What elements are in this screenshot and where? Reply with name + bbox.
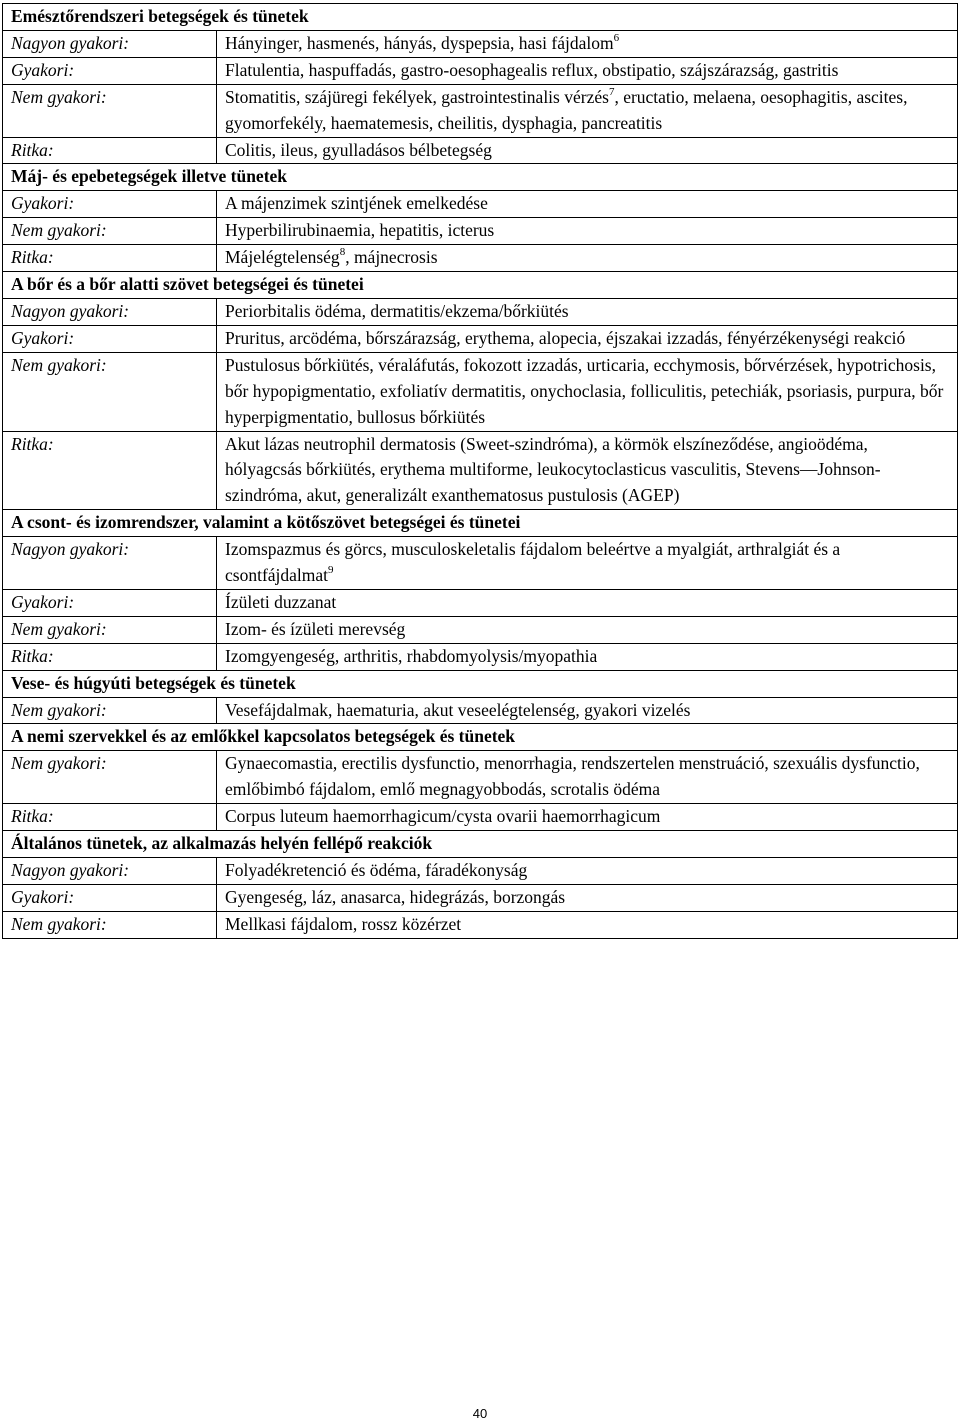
reaction-cell [217,589,958,616]
footnote-reference: 8 [339,246,346,259]
table-row [3,191,958,218]
section-header-row [3,831,958,858]
table-row [3,537,958,590]
frequency-label: Nagyon gyakori: [3,298,217,325]
frequency-label: Gyakori: [3,191,217,218]
footnote-reference: 7 [608,85,615,98]
reaction-text-continued: , májnecrosis [345,247,438,268]
frequency-label: Gyakori: [3,57,217,84]
reaction-text-continued: , eructatio, melaena, oesophagitis, ascites, gyomorfekély, haematemesis, cheilitis, dysphagia, pancreatitis [225,86,908,133]
table-row [3,751,958,804]
section-header-row [3,272,958,299]
section-title: Emésztőrendszeri betegségek és tünetek [3,4,958,31]
table-row [3,858,958,885]
frequency-label: Gyakori: [3,325,217,352]
reaction-text: Stomatitis, szájüregi fekélyek, gastrointestinalis vérzés [225,86,609,107]
frequency-label: Nem gyakori: [3,751,217,804]
section-title: Általános tünetek, az alkalmazás helyén fellépő reakciók [3,831,958,858]
reaction-cell [217,616,958,643]
table-row [3,352,958,431]
reaction-text: Gyengeség, láz, anasarca, hidegrázás, borzongás [225,886,566,907]
reaction-cell [217,218,958,245]
table-row [3,804,958,831]
frequency-label: Nem gyakori: [3,911,217,938]
reaction-cell [217,804,958,831]
table-row [3,30,958,57]
reaction-cell [217,751,958,804]
reaction-text: Mellkasi fájdalom, rossz közérzet [225,913,462,934]
table-row [3,57,958,84]
table-row [3,643,958,670]
frequency-label: Nagyon gyakori: [3,537,217,590]
section-header-row [3,670,958,697]
reaction-text: Pustulosus bőrkiütés, véraláfutás, fokozott izzadás, urticaria, ecchymosis, bőrvérzések, hypotrichosis, bőr hypopigmentatio, exfoliatív dermatitis, onychoclasia, folliculitis, petechiák, psoriasis, purpura, bőr hyperpigmentatio, bullosus bőrkiütés [225,354,944,427]
reaction-text: Akut lázas neutrophil dermatosis (Sweet-szindróma), a körmök elszíneződése, angioödéma, hólyagcsás bőrkiütés, erythema multiforme, leukocytoclasticus vasculitis, Stevens—Johnson-szindróma, akut, generalizált exanthematosus pustulosis (AGEP) [225,433,881,506]
reaction-text: A májenzimek szintjének emelkedése [225,193,488,214]
table-row [3,589,958,616]
reaction-text: Vesefájdalmak, haematuria, akut veseelégtelenség, gyakori vizelés [225,699,691,720]
table-row [3,616,958,643]
reaction-cell [217,137,958,164]
adverse-reactions-table [2,3,958,939]
reaction-cell [217,643,958,670]
frequency-label: Ritka: [3,137,217,164]
section-header-row [3,724,958,751]
section-header-row [3,4,958,31]
frequency-label: Ritka: [3,804,217,831]
section-header-row [3,510,958,537]
table-row [3,697,958,724]
reaction-cell [217,352,958,431]
page-number: 40 [472,1406,488,1421]
reaction-text: Hyperbilirubinaemia, hepatitis, icterus [225,220,495,241]
section-title: A nemi szervekkel és az emlőkkel kapcsolatos betegségek és tünetek [3,724,958,751]
frequency-label: Nem gyakori: [3,352,217,431]
table-row [3,298,958,325]
reaction-text: Májelégtelenség [225,247,340,268]
reaction-text: Hányinger, hasmenés, hányás, dyspepsia, hasi fájdalom [225,32,614,53]
reaction-cell [217,57,958,84]
reaction-text: Gynaecomastia, erectilis dysfunctio, menorrhagia, rendszertelen menstruáció, szexuális dysfunctio, emlőbimbó fájdalom, emlő megnagyobbodás, scrotalis ödéma [225,753,920,800]
section-title: Vese- és húgyúti betegségek és tünetek [3,670,958,697]
reaction-cell [217,245,958,272]
frequency-label: Ritka: [3,245,217,272]
section-title: A csont- és izomrendszer, valamint a kötőszövet betegségei és tünetei [3,510,958,537]
reaction-cell [217,697,958,724]
reaction-cell [217,884,958,911]
table-row [3,245,958,272]
frequency-label: Ritka: [3,431,217,510]
reaction-text: Corpus luteum haemorrhagicum/cysta ovarii haemorrhagicum [225,806,661,827]
table-row [3,137,958,164]
reaction-cell [217,84,958,137]
reaction-text: Izom- és ízületi merevség [225,618,406,639]
reaction-text: Izomgyengeség, arthritis, rhabdomyolysis/myopathia [225,645,598,666]
table-row [3,325,958,352]
reaction-cell [217,537,958,590]
table-row [3,218,958,245]
reaction-text: Ízületi duzzanat [225,591,337,612]
reaction-cell [217,431,958,510]
reaction-cell [217,858,958,885]
frequency-label: Nagyon gyakori: [3,30,217,57]
reaction-cell [217,325,958,352]
reaction-cell [217,191,958,218]
reaction-text: Flatulentia, haspuffadás, gastro-oesophagealis reflux, obstipatio, szájszárazság, gastritis [225,59,839,80]
footnote-reference: 9 [328,564,334,577]
table-row [3,84,958,137]
footnote-reference: 6 [613,32,620,45]
frequency-label: Nem gyakori: [3,218,217,245]
section-title: Máj- és epebetegségek illetve tünetek [3,164,958,191]
adverse-reactions-table-body [3,4,958,939]
reaction-cell [217,911,958,938]
frequency-label: Gyakori: [3,589,217,616]
frequency-label: Nagyon gyakori: [3,858,217,885]
section-header-row [3,164,958,191]
reaction-text: Izomspazmus és görcs, musculoskeletalis fájdalom beleértve a myalgiát, arthralgiát és a csontfájdalmat [225,539,841,586]
frequency-label: Nem gyakori: [3,697,217,724]
section-title: A bőr és a bőr alatti szövet betegségei és tünetei [3,272,958,299]
reaction-cell [217,298,958,325]
table-row [3,911,958,938]
table-row [3,431,958,510]
reaction-text: Colitis, ileus, gyulladásos bélbetegség [225,139,492,160]
reaction-text: Folyadékretenció és ödéma, fáradékonyság [225,860,528,880]
frequency-label: Gyakori: [3,884,217,911]
frequency-label: Ritka: [3,643,217,670]
table-row [3,884,958,911]
reaction-cell [217,30,958,57]
frequency-label: Nem gyakori: [3,84,217,137]
frequency-label: Nem gyakori: [3,616,217,643]
reaction-text: Periorbitalis ödéma, dermatitis/ekzema/bőrkiütés [225,300,569,321]
reaction-text: Pruritus, arcödéma, bőrszárazság, erythema, alopecia, éjszakai izzadás, fényérzékenységi reakció [225,327,906,348]
